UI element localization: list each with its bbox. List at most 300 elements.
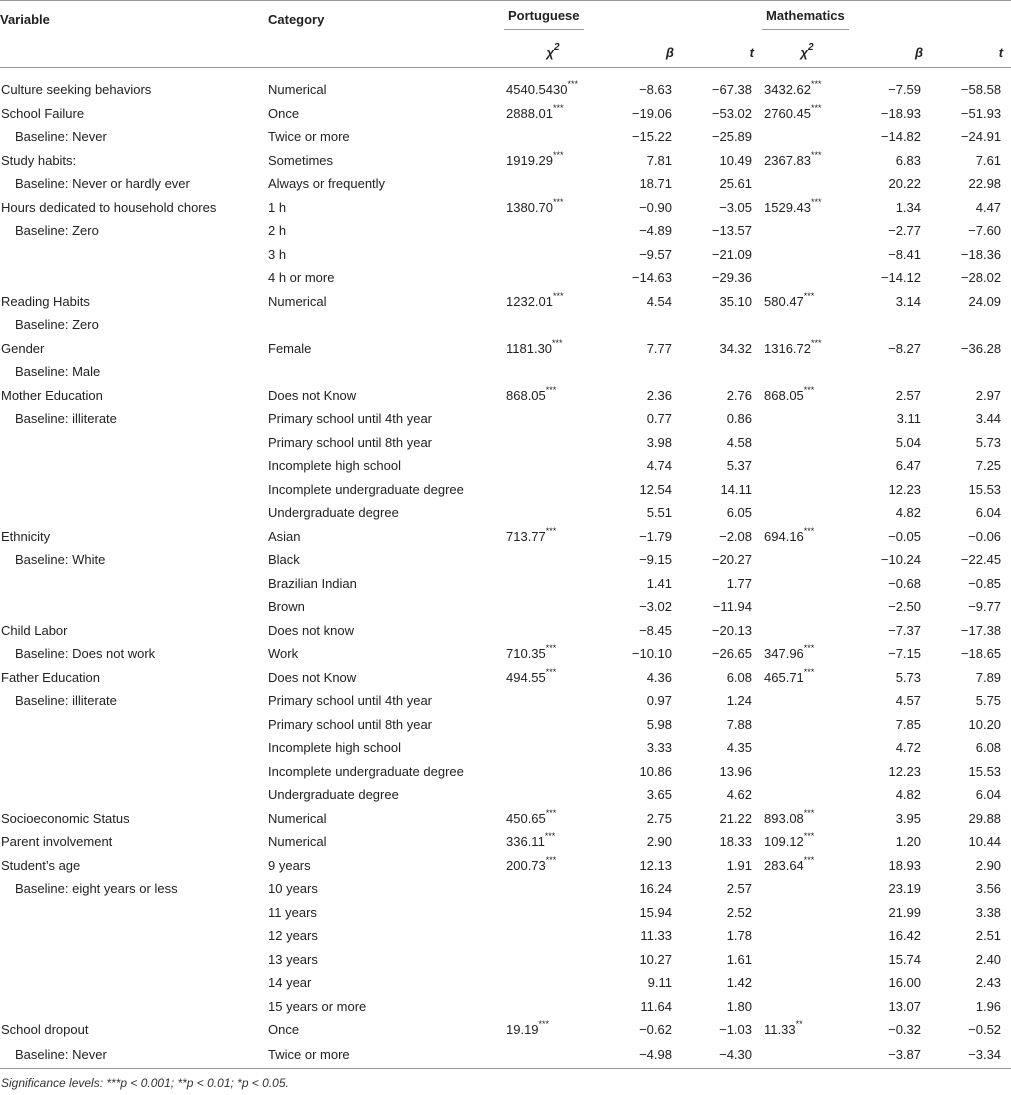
cell-portuguese-chi2	[504, 172, 602, 196]
cell-portuguese-chi2: 494.55***	[506, 666, 557, 685]
cell-portuguese-chi2	[504, 572, 602, 596]
header-portuguese-chi2: $\chi^2$	[546, 41, 560, 60]
cell-variable: Ethnicity	[1, 528, 51, 544]
cell-mathematics-chi2	[762, 407, 852, 431]
table-body	[0, 78, 1011, 1068]
cell-mathematics-chi2	[762, 760, 852, 784]
table-row	[0, 102, 1011, 126]
table-row	[0, 854, 1011, 878]
cell-variable: Baseline: Zero	[15, 317, 99, 333]
header-portuguese-beta: β	[665, 44, 674, 60]
cell-mathematics-beta: 21.99	[888, 904, 922, 920]
cell-mathematics-beta: −7.59	[888, 82, 922, 98]
cell-mathematics-beta: −7.37	[888, 622, 922, 638]
cell-portuguese-t: 10.49	[719, 152, 753, 168]
cell-variable	[0, 713, 268, 737]
cell-portuguese-t: −67.38	[711, 82, 753, 98]
significance-stars: ***	[811, 102, 822, 113]
cell-mathematics-chi2	[762, 172, 852, 196]
cell-portuguese-chi2	[504, 783, 602, 807]
cell-mathematics-chi2	[762, 219, 852, 243]
table-row	[0, 877, 1011, 901]
cell-mathematics-t: 7.61	[975, 152, 1002, 168]
cell-category: Numerical	[268, 834, 327, 850]
cell-portuguese-beta: −4.89	[639, 223, 672, 239]
significance-stars: ***	[811, 149, 822, 160]
cell-mathematics-t: −51.93	[960, 105, 1002, 121]
cell-mathematics-chi2	[762, 243, 852, 267]
table-row	[0, 525, 1011, 549]
cell-portuguese-chi2	[504, 1042, 602, 1069]
cell-portuguese-t: −20.13	[711, 622, 753, 638]
cell-mathematics-chi2	[762, 948, 852, 972]
cell-portuguese-t: 2.52	[726, 904, 753, 920]
table-row	[0, 501, 1011, 525]
cell-portuguese-t: 18.33	[719, 834, 753, 850]
cell-portuguese-t: 2.57	[726, 881, 753, 897]
cell-mathematics-t: 29.88	[968, 810, 1002, 826]
cell-portuguese-beta: −0.90	[639, 199, 672, 215]
cell-mathematics-beta: 12.23	[888, 481, 922, 497]
cell-category: Numerical	[268, 293, 327, 309]
cell-portuguese-chi2: 1181.30***	[506, 337, 563, 356]
cell-mathematics-beta: −0.05	[888, 528, 922, 544]
cell-mathematics-t: 24.09	[968, 293, 1002, 309]
cell-portuguese-t: 1.42	[726, 975, 753, 991]
cell-portuguese-t: 4.58	[726, 434, 753, 450]
table-row	[0, 548, 1011, 572]
cell-variable: Reading Habits	[1, 293, 90, 309]
cell-mathematics-beta: −0.68	[888, 575, 922, 591]
cell-variable: Baseline: White	[15, 552, 106, 568]
cell-variable	[0, 266, 268, 290]
cell-category: Once	[268, 1022, 300, 1038]
cell-category: Twice or more	[268, 129, 350, 145]
cell-category: Incomplete high school	[268, 740, 401, 756]
cell-portuguese-beta: 18.71	[639, 176, 672, 192]
cell-variable	[0, 924, 268, 948]
cell-portuguese-chi2: 450.65***	[506, 807, 557, 826]
cell-category: Primary school until 4th year	[268, 693, 433, 709]
cell-mathematics-beta: −0.32	[888, 1022, 922, 1038]
cell-portuguese-beta: 5.98	[646, 716, 672, 732]
cell-mathematics-beta: 5.04	[895, 434, 922, 450]
cell-portuguese-chi2	[504, 901, 602, 925]
cell-mathematics-t: 6.04	[975, 787, 1002, 803]
cell-portuguese-chi2	[504, 454, 602, 478]
cell-category: Sometimes	[268, 152, 334, 168]
cell-mathematics-t: 10.44	[968, 834, 1002, 850]
cell-mathematics-beta: 1.20	[895, 834, 922, 850]
cell-portuguese-beta: 15.94	[639, 904, 672, 920]
table-row	[0, 454, 1011, 478]
significance-stars: ***	[545, 854, 557, 865]
cell-portuguese-beta: 0.77	[646, 411, 672, 427]
cell-portuguese-t: 2.76	[726, 387, 753, 403]
table-row	[0, 760, 1011, 784]
table-row	[0, 572, 1011, 596]
table-row	[0, 78, 1011, 102]
cell-portuguese-t: 0.86	[726, 411, 753, 427]
cell-mathematics-beta: 4.57	[895, 693, 922, 709]
cell-mathematics-t: 2.43	[975, 975, 1002, 991]
cell-mathematics-t: −0.85	[968, 575, 1002, 591]
table-row	[0, 948, 1011, 972]
cell-mathematics-beta: 23.19	[888, 881, 922, 897]
cell-mathematics-beta: −2.50	[888, 599, 922, 615]
table-row	[0, 642, 1011, 666]
cell-portuguese-chi2	[504, 948, 602, 972]
cell-portuguese-beta: −19.06	[631, 105, 672, 121]
cell-portuguese-beta: 12.13	[639, 857, 672, 873]
table-row	[0, 807, 1011, 831]
cell-portuguese-t: 6.08	[726, 669, 753, 685]
table-row	[0, 971, 1011, 995]
cell-portuguese-t: 4.62	[726, 787, 753, 803]
cell-mathematics-chi2: 868.05***	[764, 384, 815, 403]
cell-variable	[0, 948, 268, 972]
cell-mathematics-chi2: 11.33**	[764, 1019, 803, 1038]
significance-stars: ***	[803, 290, 815, 301]
cell-variable	[0, 971, 268, 995]
cell-variable: Baseline: Zero	[15, 223, 99, 239]
table-row	[0, 736, 1011, 760]
cell-portuguese-t: −2.08	[719, 528, 753, 544]
significance-stars: ***	[803, 854, 815, 865]
cell-portuguese-chi2	[504, 125, 602, 149]
cell-mathematics-t: 6.04	[975, 505, 1002, 521]
cell-category: Brazilian Indian	[268, 575, 357, 591]
cell-portuguese-t: 6.05	[726, 505, 753, 521]
table-row	[0, 666, 1011, 690]
significance-stars: **	[795, 1019, 803, 1030]
significance-stars: ***	[567, 79, 578, 90]
cell-mathematics-chi2	[762, 783, 852, 807]
cell-portuguese-chi2	[504, 243, 602, 267]
cell-mathematics-beta: −14.82	[880, 129, 922, 145]
cell-mathematics-t: 6.08	[975, 740, 1002, 756]
cell-portuguese-beta: −8.45	[639, 622, 672, 638]
cell-mathematics-t	[931, 313, 1011, 337]
cell-category: Female	[268, 340, 312, 356]
cell-portuguese-chi2: 868.05***	[506, 384, 557, 403]
cell-mathematics-t	[931, 360, 1011, 384]
cell-mathematics-chi2	[762, 548, 852, 572]
cell-mathematics-beta: 12.23	[888, 763, 922, 779]
cell-mathematics-t: −0.06	[968, 528, 1002, 544]
cell-mathematics-chi2: 283.64***	[764, 854, 815, 873]
cell-variable: Gender	[1, 340, 45, 356]
cell-portuguese-chi2	[504, 924, 602, 948]
cell-variable: Study habits:	[1, 152, 77, 168]
cell-portuguese-beta: 10.27	[639, 951, 672, 967]
cell-mathematics-chi2	[762, 619, 852, 643]
header-row-stats	[0, 37, 1011, 68]
cell-mathematics-beta: 13.07	[888, 998, 922, 1014]
cell-portuguese-t: 21.22	[719, 810, 753, 826]
cell-portuguese-beta: 3.33	[646, 740, 672, 756]
cell-mathematics-t: 7.25	[975, 458, 1002, 474]
cell-category: 3 h	[268, 246, 287, 262]
cell-portuguese-beta: 0.97	[646, 693, 672, 709]
cell-mathematics-beta: 16.42	[888, 928, 922, 944]
cell-mathematics-t: −0.52	[968, 1022, 1002, 1038]
header-category: Category	[268, 1, 504, 38]
cell-portuguese-t	[682, 313, 762, 337]
cell-portuguese-beta: 16.24	[639, 881, 672, 897]
cell-portuguese-t: 1.78	[726, 928, 753, 944]
header-mathematics-beta: β	[914, 44, 924, 60]
cell-portuguese-beta: 3.98	[646, 434, 672, 450]
cell-mathematics-beta: −10.24	[880, 552, 922, 568]
table-row	[0, 243, 1011, 267]
table-row	[0, 313, 1011, 337]
cell-portuguese-beta: 7.81	[646, 152, 672, 168]
cell-mathematics-chi2	[762, 595, 852, 619]
cell-portuguese-chi2: 4540.5430***	[506, 79, 578, 98]
cell-variable: Student’s age	[1, 857, 81, 873]
cell-mathematics-t: −58.58	[960, 82, 1002, 98]
cell-mathematics-beta: −3.87	[852, 1042, 931, 1069]
significance-stars: ***	[538, 1019, 550, 1030]
cell-variable: Baseline: illiterate	[15, 411, 117, 427]
cell-mathematics-t: −18.36	[960, 246, 1002, 262]
cell-portuguese-chi2: 1380.70***	[506, 196, 564, 215]
cell-portuguese-beta: −8.63	[639, 82, 672, 98]
cell-mathematics-beta: −2.77	[888, 223, 922, 239]
cell-portuguese-t: 1.61	[726, 951, 753, 967]
cell-category: Work	[268, 646, 299, 662]
cell-mathematics-t: 5.73	[975, 434, 1002, 450]
cell-mathematics-beta: 6.47	[895, 458, 922, 474]
cell-portuguese-t: 1.91	[726, 857, 753, 873]
cell-portuguese-chi2	[504, 548, 602, 572]
significance-stars: ***	[545, 666, 557, 677]
cell-portuguese-beta: 4.54	[646, 293, 672, 309]
table-row	[0, 337, 1011, 361]
cell-mathematics-chi2	[762, 901, 852, 925]
cell-portuguese-beta: −1.79	[639, 528, 672, 544]
cell-portuguese-beta: 10.86	[639, 763, 672, 779]
significance-stars: ***	[545, 384, 557, 395]
cell-mathematics-chi2	[762, 478, 852, 502]
cell-category: 2 h	[268, 223, 287, 239]
cell-category: Black	[268, 552, 300, 568]
cell-portuguese-t: 4.35	[726, 740, 753, 756]
cell-portuguese-t: 25.61	[719, 176, 753, 192]
table-row	[0, 619, 1011, 643]
cell-mathematics-chi2	[762, 689, 852, 713]
table-row	[0, 172, 1011, 196]
significance-stars: ***	[545, 525, 557, 536]
cell-portuguese-beta: 5.51	[646, 505, 672, 521]
cell-portuguese-beta: 4.36	[646, 669, 672, 685]
cell-portuguese-beta: −3.02	[639, 599, 672, 615]
cell-portuguese-chi2: 200.73***	[506, 854, 557, 873]
cell-mathematics-t: 7.89	[975, 669, 1002, 685]
cell-mathematics-beta: 4.72	[895, 740, 922, 756]
cell-mathematics-t: 15.53	[968, 763, 1002, 779]
cell-mathematics-t: −36.28	[960, 340, 1002, 356]
cell-portuguese-chi2	[504, 360, 602, 384]
cell-mathematics-t: 1.96	[975, 998, 1002, 1014]
cell-variable: Baseline: Never	[15, 129, 107, 145]
cell-mathematics-t: −24.91	[960, 129, 1002, 145]
cell-portuguese-t: −4.30	[682, 1042, 762, 1069]
header-mathematics-t: t	[998, 44, 1004, 60]
cell-category: Brown	[268, 599, 305, 615]
cell-portuguese-t: −26.65	[711, 646, 753, 662]
cell-portuguese-beta: −9.15	[639, 552, 672, 568]
cell-mathematics-beta: −8.41	[888, 246, 922, 262]
cell-mathematics-chi2	[762, 1042, 852, 1069]
cell-portuguese-chi2	[504, 713, 602, 737]
cell-mathematics-chi2: 580.47***	[764, 290, 815, 309]
significance-stars: ***	[803, 807, 815, 818]
cell-variable: School Failure	[1, 105, 85, 121]
cell-variable	[0, 478, 268, 502]
cell-mathematics-beta	[852, 313, 931, 337]
cell-category: 14 year	[268, 975, 312, 991]
cell-category: Undergraduate degree	[268, 787, 399, 803]
table-row	[0, 924, 1011, 948]
table-row	[0, 196, 1011, 220]
cell-portuguese-chi2: 710.35***	[506, 643, 557, 662]
cell-mathematics-chi2: 2367.83***	[764, 149, 822, 168]
cell-portuguese-beta: −4.98	[602, 1042, 682, 1069]
cell-variable: Socioeconomic Status	[1, 810, 130, 826]
cell-portuguese-chi2	[504, 971, 602, 995]
cell-mathematics-t: 5.75	[975, 693, 1002, 709]
cell-variable	[0, 501, 268, 525]
cell-mathematics-chi2: 893.08***	[764, 807, 815, 826]
cell-mathematics-chi2	[762, 454, 852, 478]
table-row	[0, 290, 1011, 314]
cell-mathematics-chi2: 3432.62***	[764, 79, 822, 98]
cell-category	[268, 313, 504, 337]
cell-mathematics-chi2	[762, 572, 852, 596]
cell-category: 15 years or more	[268, 998, 367, 1014]
cell-variable: Baseline: Does not work	[15, 646, 156, 662]
cell-portuguese-t: 7.88	[726, 716, 753, 732]
significance-stars: ***	[803, 525, 815, 536]
cell-category: Does not Know	[268, 669, 357, 685]
header-portuguese-t: t	[749, 44, 755, 60]
cell-portuguese-t: −53.02	[711, 105, 753, 121]
cell-portuguese-beta	[602, 313, 682, 337]
cell-variable: Father Education	[1, 669, 101, 685]
cell-mathematics-beta: −8.27	[888, 340, 922, 356]
cell-portuguese-chi2	[504, 877, 602, 901]
table-row	[0, 478, 1011, 502]
cell-portuguese-beta: 2.75	[646, 810, 672, 826]
cell-mathematics-beta: 3.11	[896, 411, 922, 427]
cell-mathematics-chi2: 347.96***	[764, 643, 815, 662]
cell-portuguese-t: 13.96	[719, 763, 753, 779]
cell-mathematics-beta: 3.14	[895, 293, 922, 309]
cell-portuguese-chi2: 713.77***	[506, 525, 557, 544]
cell-category: Incomplete high school	[268, 458, 401, 474]
cell-mathematics-chi2	[762, 736, 852, 760]
cell-mathematics-t: −9.77	[968, 599, 1002, 615]
cell-mathematics-chi2	[762, 877, 852, 901]
cell-mathematics-beta: −18.93	[880, 105, 922, 121]
cell-portuguese-t: 34.32	[719, 340, 753, 356]
cell-portuguese-chi2	[504, 501, 602, 525]
cell-category: Does not Know	[268, 387, 357, 403]
cell-mathematics-t: −7.60	[968, 223, 1002, 239]
cell-mathematics-beta: 15.74	[888, 951, 922, 967]
cell-mathematics-beta: −7.15	[888, 646, 922, 662]
header-mathematics-label: Mathematics	[762, 8, 849, 30]
header-mathematics	[762, 1, 1011, 38]
cell-category: Twice or more	[268, 1042, 504, 1069]
cell-mathematics-chi2: 2760.45***	[764, 102, 822, 121]
cell-portuguese-beta: 1.41	[646, 575, 672, 591]
cell-category: 11 years	[268, 904, 317, 920]
cell-portuguese-beta: 2.36	[646, 387, 672, 403]
significance-stars: ***	[803, 384, 815, 395]
significance-stars: ***	[552, 337, 563, 348]
header-mathematics-chi2: $\chi^2$	[800, 41, 814, 60]
cell-mathematics-t: 10.20	[968, 716, 1002, 732]
table-row	[0, 713, 1011, 737]
significance-stars: ***	[553, 290, 564, 301]
header-variable: Variable	[0, 1, 268, 38]
significance-stars: ***	[545, 807, 557, 818]
cell-portuguese-chi2	[504, 689, 602, 713]
significance-stars: ***	[811, 196, 822, 207]
cell-variable: Baseline: illiterate	[15, 693, 117, 709]
cell-mathematics-t: −18.65	[960, 646, 1002, 662]
cell-portuguese-t: 14.11	[720, 481, 753, 497]
significance-stars: ***	[811, 337, 822, 348]
cell-portuguese-chi2	[504, 619, 602, 643]
significance-stars: ***	[811, 79, 822, 90]
cell-mathematics-beta: 16.00	[888, 975, 922, 991]
cell-portuguese-t: 1.80	[726, 998, 753, 1014]
cell-variable	[0, 901, 268, 925]
cell-portuguese-chi2	[504, 736, 602, 760]
cell-variable	[0, 454, 268, 478]
cell-mathematics-beta: 3.95	[895, 810, 922, 826]
cell-mathematics-chi2: 1316.72***	[764, 337, 822, 356]
cell-portuguese-t: −21.09	[711, 246, 753, 262]
cell-category: Primary school until 8th year	[268, 434, 433, 450]
cell-mathematics-chi2	[762, 995, 852, 1019]
header-portuguese	[504, 1, 762, 38]
cell-variable	[0, 736, 268, 760]
cell-mathematics-chi2: 1529.43***	[764, 196, 822, 215]
cell-variable	[0, 595, 268, 619]
cell-category: Once	[268, 105, 300, 121]
cell-mathematics-t: −3.34	[931, 1042, 1011, 1069]
cell-mathematics-chi2	[762, 501, 852, 525]
cell-mathematics-beta: 20.22	[888, 176, 922, 192]
cell-category: 1 h	[268, 199, 287, 215]
cell-mathematics-chi2	[762, 431, 852, 455]
header-row-groups	[0, 1, 1011, 38]
cell-portuguese-chi2: 336.11***	[506, 831, 556, 850]
cell-portuguese-t: 1.77	[726, 575, 753, 591]
cell-category: Undergraduate degree	[268, 505, 399, 521]
table-row	[0, 1018, 1011, 1042]
cell-portuguese-beta: −0.62	[639, 1022, 672, 1038]
cell-portuguese-beta: 12.54	[639, 481, 672, 497]
table-row	[0, 595, 1011, 619]
cell-mathematics-beta: −14.12	[880, 270, 922, 286]
cell-mathematics-t: 15.53	[968, 481, 1002, 497]
